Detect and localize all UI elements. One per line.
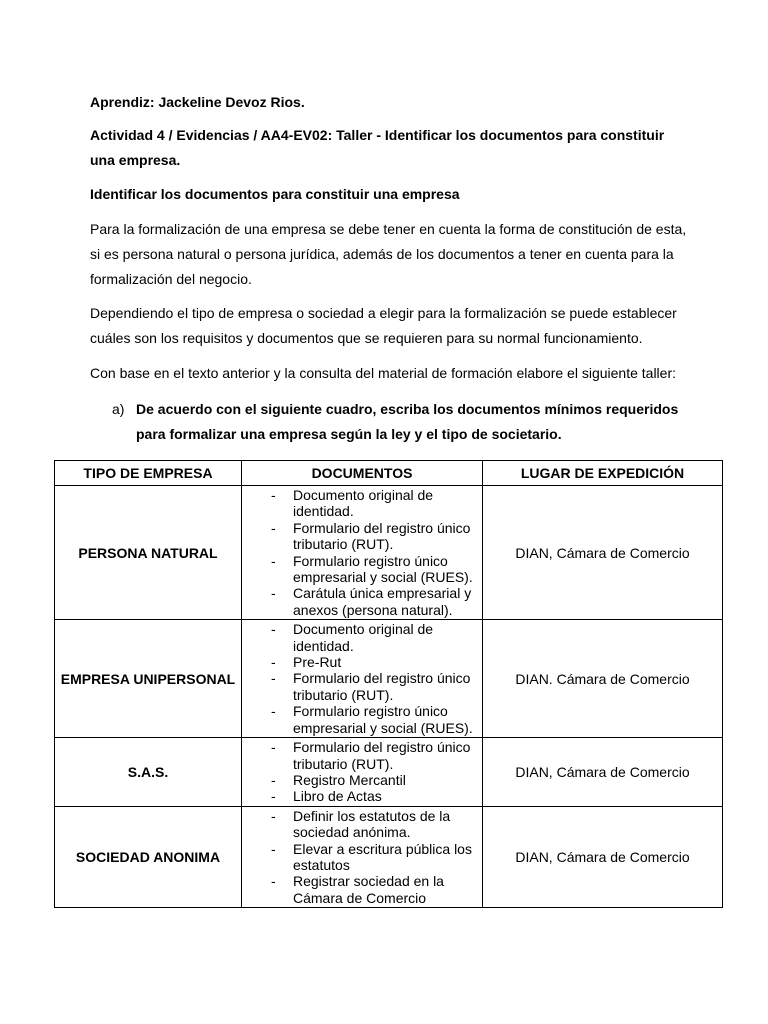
document-item: [242, 703, 476, 736]
list-marker: a): [112, 401, 125, 417]
document-text: Formulario del registro único tributario (RUT).: [293, 519, 471, 553]
document-text: Documento original de identidad.: [293, 621, 434, 654]
dash-bullet: -: [271, 552, 276, 569]
dash-bullet: -: [271, 487, 276, 503]
paragraph: Para la formalización de una empresa se debe tener en cuenta la forma de constitución de esta, si es persona natural o persona jurídica, además de los documentos a tener en cuenta para la formalización del negocio.: [90, 221, 687, 287]
dash-bullet: -: [271, 788, 276, 805]
documents-cell: [242, 806, 483, 907]
company-type-cell: SOCIEDAD ANONIMA: [55, 806, 242, 907]
documents-list: [242, 807, 482, 907]
document-item: [242, 585, 476, 618]
document-text: Formulario del registro único tributario (RUT).: [293, 670, 471, 703]
paragraph: Dependiendo el tipo de empresa o sociedad a elegir para la formalización se puede establecer cuáles son los requisitos y documentos que se requieren para su normal funcionamiento.: [90, 305, 677, 346]
document-item: [242, 788, 476, 804]
company-type-cell: PERSONA NATURAL: [55, 486, 242, 620]
document-text: Documento original de identidad.: [293, 487, 434, 520]
document-item: [242, 553, 476, 586]
document-item: [242, 487, 476, 520]
company-type-cell: EMPRESA UNIPERSONAL: [55, 620, 242, 738]
dash-bullet: -: [271, 739, 276, 756]
documents-list: [242, 486, 482, 619]
dash-bullet: -: [271, 703, 276, 720]
document-text: Definir los estatutos de la sociedad anónima.: [293, 807, 451, 841]
document-item: [242, 520, 476, 553]
document-item: [242, 772, 476, 788]
issuing-place-cell: DIAN. Cámara de Comercio: [483, 620, 723, 738]
issuing-place-cell: DIAN, Cámara de Comercio: [483, 806, 723, 907]
document-text: Elevar a escritura pública los estatutos: [293, 840, 472, 873]
dash-bullet: -: [271, 807, 276, 824]
table-header-row: [55, 461, 723, 486]
documents-cell: [242, 486, 483, 620]
document-text: Formulario del registro único tributario (RUT).: [293, 739, 471, 772]
dash-bullet: -: [271, 654, 276, 671]
table-body: [55, 486, 723, 908]
dash-bullet: -: [271, 771, 276, 788]
document-text: Carátula única empresarial y anexos (persona natural).: [293, 585, 472, 618]
documents-list: [242, 620, 482, 737]
document-item: [242, 621, 476, 654]
document-item: [242, 739, 476, 772]
documents-cell: [242, 738, 483, 807]
dash-bullet: -: [271, 585, 276, 602]
document-text: Formulario registro único empresarial y social (RUES).: [293, 703, 473, 736]
table-row: [55, 806, 723, 907]
issuing-place-cell: DIAN, Cámara de Comercio: [483, 486, 723, 620]
dash-bullet: -: [271, 621, 276, 638]
document-item: [242, 873, 476, 906]
list-item-text: De acuerdo con el siguiente cuadro, escriba los documentos mínimos requeridos para formalizar una empresa según la ley y el tipo de societario.: [136, 401, 679, 442]
dash-bullet: -: [271, 873, 276, 890]
header-lugar-expedicion: LUGAR DE EXPEDICIÓN: [483, 461, 723, 486]
document-text: Pre-Rut: [293, 654, 342, 671]
dash-bullet: -: [271, 519, 276, 536]
document-item: [242, 654, 476, 670]
header-tipo-empresa: TIPO DE EMPRESA: [55, 461, 242, 486]
table-row: [55, 486, 723, 620]
table-row: [55, 620, 723, 738]
company-type-cell: S.A.S.: [55, 738, 242, 807]
learner-name: Aprendiz: Jackeline Devoz Rios.: [90, 94, 305, 110]
document-text: Formulario registro único empresarial y social (RUES).: [293, 552, 473, 586]
section-subtitle: Identificar los documentos para constituir una empresa: [90, 186, 460, 202]
issuing-place-cell: DIAN, Cámara de Comercio: [483, 738, 723, 807]
document-item: [242, 670, 476, 703]
documents-table: [54, 460, 723, 908]
document-item: [242, 808, 476, 841]
activity-title: Actividad 4 / Evidencias / AA4-EV02: Taller - Identificar los documentos para constituir una empresa.: [90, 127, 665, 168]
document-text: Registrar sociedad en la Cámara de Comercio: [293, 873, 444, 906]
document-text: Registro Mercantil: [293, 771, 406, 788]
paragraph: Con base en el texto anterior y la consulta del material de formación elabore el siguiente taller:: [90, 365, 676, 381]
dash-bullet: -: [271, 670, 276, 687]
documents-cell: [242, 620, 483, 738]
dash-bullet: -: [271, 840, 276, 857]
document-text: Libro de Actas: [293, 788, 382, 805]
header-documentos: DOCUMENTOS: [242, 461, 483, 486]
documents-list: [242, 738, 482, 806]
table-row: [55, 738, 723, 807]
document-item: [242, 841, 476, 874]
